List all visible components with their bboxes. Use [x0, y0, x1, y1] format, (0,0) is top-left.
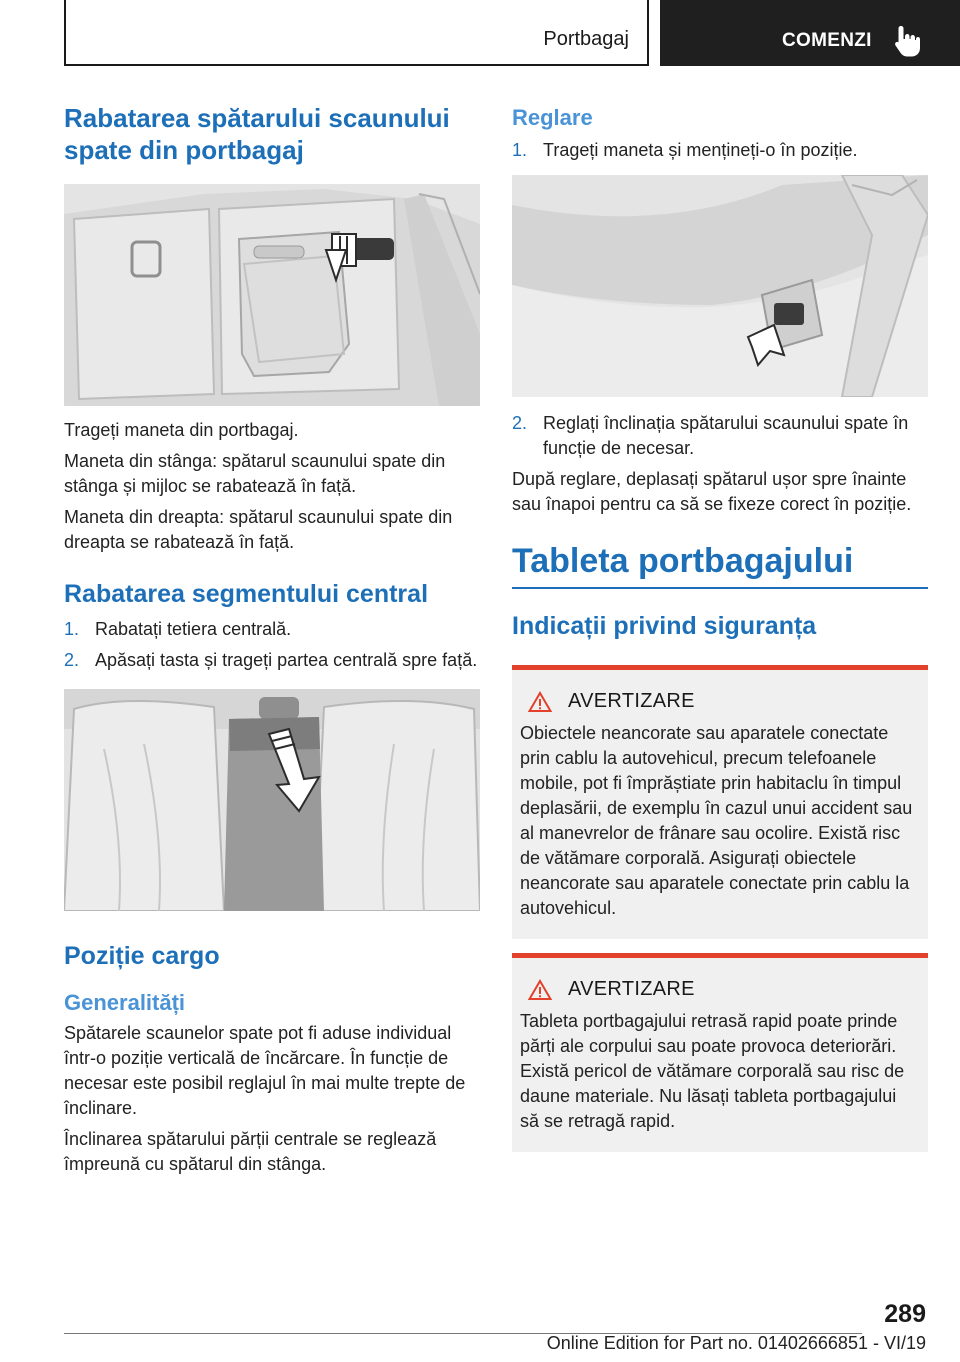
warning-box — [512, 953, 928, 1152]
footer-edition: Online Edition for Part no. 01402666851 - VI/19 — [546, 1333, 926, 1353]
list-item: 1. Rabatați tetiera centrală. — [64, 619, 292, 639]
illustration-cargo-lever — [64, 184, 480, 406]
section-title-tablet: Tableta portbagajului — [512, 541, 928, 589]
header-section-box — [64, 0, 649, 66]
list-item: 2. Reglați înclinația spătarului scaunului spate în funcție de necesar. — [512, 413, 909, 458]
illustration-rear-seat-center — [64, 689, 480, 911]
right-column — [512, 100, 928, 1152]
paragraph-right-lever: Maneta din dreapta: spătarul scaunului spate din dreapta se rabatează în față. — [64, 507, 453, 552]
adjust-steps-list-1 — [512, 138, 928, 163]
illustration-backrest-lever — [512, 175, 928, 397]
subsection-title-general: Generalități — [64, 990, 186, 1015]
list-item: 2. Apăsați tasta și trageți partea centrală spre față. — [64, 650, 478, 670]
central-steps-list — [64, 617, 480, 673]
paragraph-general-1: Spătarele scaunelor spate pot fi aduse individual într-o poziție verticală de încărcare. În funcție de necesar este posibil reglajul în mai multe trepte de înclinare. — [64, 1023, 466, 1118]
paragraph-pull-lever: Trageți maneta din portbagaj. — [64, 420, 299, 440]
section-title-cargo-position: Poziție cargo — [64, 942, 220, 970]
list-item: 1. Trageți maneta și mențineți-o în poziție. — [512, 140, 858, 160]
header-section-title: Portbagaj — [543, 28, 629, 50]
warning-label: AVERTIZARE — [568, 978, 695, 1000]
paragraph-left-lever: Maneta din stânga: spătarul scaunului spate din stânga și mijloc se rabatează în față. — [64, 451, 446, 496]
warning-text: Obiectele neancorate sau aparatele conectate prin cablu la autovehicul, precum telefoanele mobile, pot fi împrăștiate prin habitaclu în timpul deplasării, de exemplu în cazul unui accident sau al manevrelor de frânare sau ocolire. Există risc de vătămare corporală. Asigurați obiectele neancorate sau aparatele conectate prin cablu la autovehicul. — [520, 723, 913, 918]
page-number: 289 — [884, 1300, 926, 1328]
warning-triangle-icon — [528, 691, 552, 713]
warning-label: AVERTIZARE — [568, 690, 695, 712]
section-title-central-segment: Rabatarea segmentului central — [64, 580, 429, 608]
header-chapter-title: COMENZI — [782, 30, 872, 51]
warning-triangle-icon — [528, 979, 552, 1001]
header-chapter-box — [660, 0, 960, 66]
section-title-fold-backrest: Rabatarea spătarului scaunului spate din portbagaj — [64, 103, 450, 165]
warning-text: Tableta portbagajului retrasă rapid poate prinde părți ale corpului sau poate provoca deteriorări. Există pericol de vătămare corporală sau risc de daune materiale. Nu lăsați tableta portbagajului să se retragă rapid. — [520, 1011, 905, 1131]
subsection-title-adjust: Reglare — [512, 105, 593, 130]
warning-box — [512, 665, 928, 939]
hand-pointer-icon — [892, 24, 922, 58]
subsection-title-safety: Indicații privind siguranța — [512, 612, 817, 640]
adjust-steps-list-2 — [512, 411, 928, 461]
left-column — [64, 100, 480, 1177]
paragraph-after-adjust: După reglare, deplasați spătarul ușor spre înainte sau înapoi pentru ca să se fixeze corect în poziție. — [512, 469, 912, 514]
paragraph-general-2: Înclinarea spătarului părții centrale se reglează împreună cu spătarul din stânga. — [64, 1129, 437, 1174]
